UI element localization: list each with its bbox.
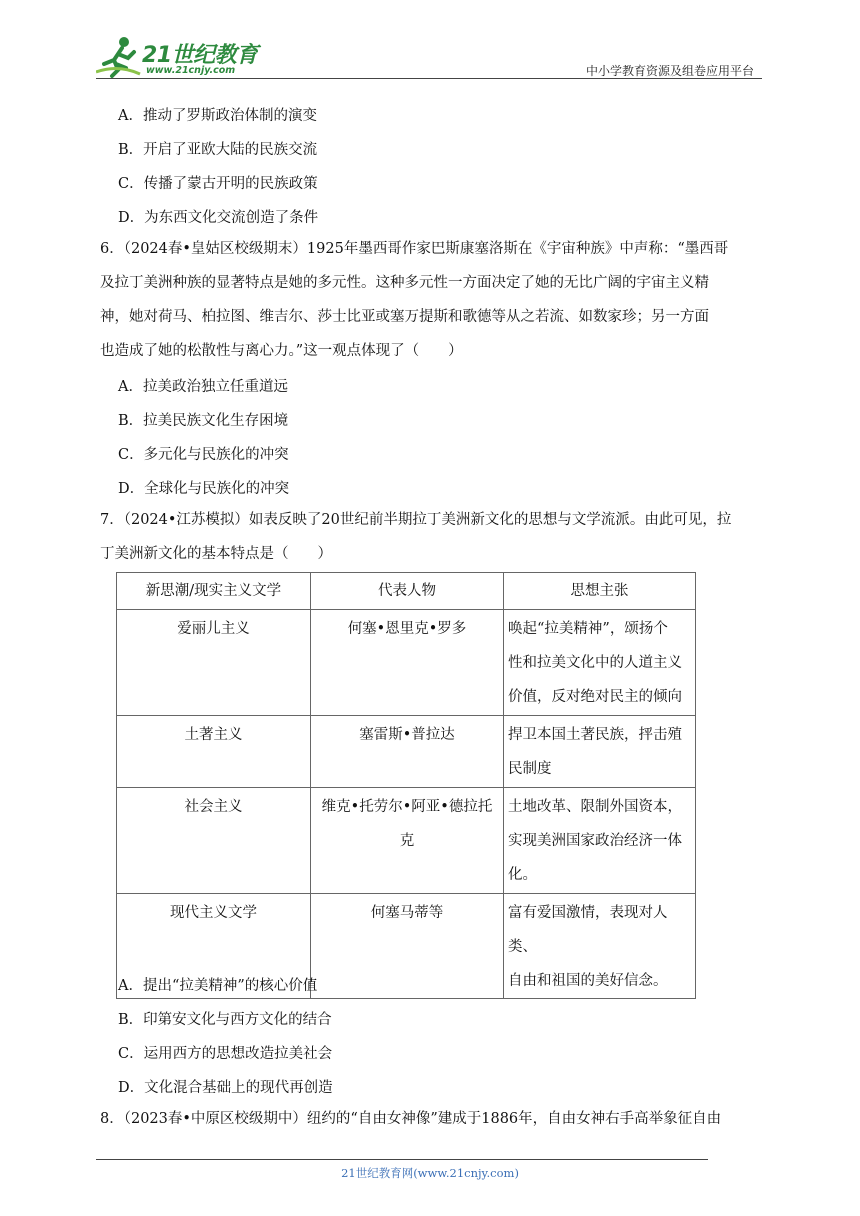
site-logo[interactable] xyxy=(96,34,266,78)
table-row xyxy=(117,788,696,894)
q8-line: 8．（2023春•中原区校级期中）纽约的“自由女神像”建成于1886年，自由女神右手高举象征自由 xyxy=(100,1111,722,1127)
header-divider xyxy=(96,78,762,79)
person-cell xyxy=(311,894,504,999)
cell-line: 维克•托劳尔•阿亚•德拉托 xyxy=(321,799,493,815)
question-6-stem xyxy=(100,232,762,368)
q5-option-d: D．为东西文化交流创造了条件 xyxy=(118,210,319,226)
q6-line: 6．（2024春•皇姑区校级期末）1925年墨西哥作家巴斯康塞洛斯在《宇宙种族》中声称：“墨西哥 xyxy=(100,241,729,257)
q5-option-c: C．传播了蒙古开明的民族政策 xyxy=(118,176,318,192)
table-row xyxy=(117,610,696,716)
q5-option-a: A．推动了罗斯政治体制的演变 xyxy=(118,108,317,124)
q7-line: 7．（2024•江苏模拟）如表反映了20世纪前半期拉丁美洲新文化的思想与文学流派。由此可见，拉 xyxy=(100,512,732,528)
table-header-cell: 思想主张 xyxy=(504,573,696,610)
q7-option-c: C．运用西方的思想改造拉美社会 xyxy=(118,1046,333,1062)
person-cell xyxy=(311,788,504,894)
q6-line: 及拉丁美洲种族的显著特点是她的多元性。这种多元性一方面决定了她的无比广阔的宇宙主义精 xyxy=(100,275,709,291)
q7-option-b: B．印第安文化与西方文化的结合 xyxy=(118,1012,332,1028)
q6-line: 也造成了她的松散性与离心力。”这一观点体现了（ ） xyxy=(100,343,463,359)
q6-option-d: D．全球化与民族化的冲突 xyxy=(118,481,290,497)
cell-line: 捍卫本国土著民族，抨击殖 xyxy=(508,727,682,743)
cell-line: 化。 xyxy=(508,867,537,883)
table-row xyxy=(117,716,696,788)
cell-line: 价值，反对绝对民主的倾向 xyxy=(508,689,682,705)
cell-line: 自由和祖国的美好信念。 xyxy=(508,973,668,989)
runner-logo-icon xyxy=(96,34,142,78)
cell-line: 实现美洲国家政治经济一体 xyxy=(508,833,682,849)
q6-option-a: A．拉美政治独立任重道远 xyxy=(118,379,288,395)
page-header xyxy=(96,32,762,78)
school-cell: 现代主义文学 xyxy=(117,894,311,999)
idea-cell xyxy=(504,716,696,788)
cell-line: 性和拉美文化中的人道主义 xyxy=(508,655,682,671)
q6-option-c: C．多元化与民族化的冲突 xyxy=(118,447,289,463)
table-header-cell: 新思潮/现实主义文学 xyxy=(117,573,311,610)
person-cell xyxy=(311,610,504,716)
table-header-row xyxy=(117,573,696,610)
school-cell: 爱丽儿主义 xyxy=(117,610,311,716)
question-7-stem xyxy=(100,503,762,571)
q7-line: 丁美洲新文化的基本特点是（ ） xyxy=(100,546,332,562)
logo-url: www.21cnjy.com xyxy=(146,65,236,76)
cell-line: 何塞•恩里克•罗多 xyxy=(347,621,467,637)
question-8-stem xyxy=(100,1102,762,1136)
idea-cell xyxy=(504,894,696,999)
cell-line: 克 xyxy=(399,833,415,849)
school-cell: 土著主义 xyxy=(117,716,311,788)
footer-link[interactable]: 21世纪教育网(www.21cnjy.com) xyxy=(341,1166,519,1180)
cell-line: 塞雷斯•普拉达 xyxy=(359,727,455,743)
table-header-cell: 代表人物 xyxy=(311,573,504,610)
q6-option-b: B．拉美民族文化生存困境 xyxy=(118,413,289,429)
q5-option-b: B．开启了亚欧大陆的民族交流 xyxy=(118,142,318,158)
person-cell xyxy=(311,716,504,788)
cell-line: 何塞马蒂等 xyxy=(370,905,444,921)
q6-line: 神，她对荷马、柏拉图、维吉尔、莎士比亚或塞万提斯和歌德等从之若流、如数家珍；另一方面 xyxy=(100,309,709,325)
cell-line: 富有爱国激情，表现对人类、 xyxy=(508,905,668,955)
logo-text: 21世纪教育 xyxy=(142,43,258,68)
footer-divider xyxy=(96,1159,708,1160)
school-cell: 社会主义 xyxy=(117,788,311,894)
idea-cell xyxy=(504,788,696,894)
q7-table xyxy=(116,572,696,999)
q7-option-d: D．文化混合基础上的现代再创造 xyxy=(118,1080,333,1096)
cell-line: 唤起“拉美精神”，颂扬个 xyxy=(508,621,668,637)
cell-line: 土地改革、限制外国资本， xyxy=(508,799,682,815)
cell-line: 民制度 xyxy=(508,761,552,777)
idea-cell xyxy=(504,610,696,716)
q7-option-a: A．提出“拉美精神”的核心价值 xyxy=(118,978,318,994)
platform-name: 中小学教育资源及组卷应用平台 xyxy=(585,64,754,78)
